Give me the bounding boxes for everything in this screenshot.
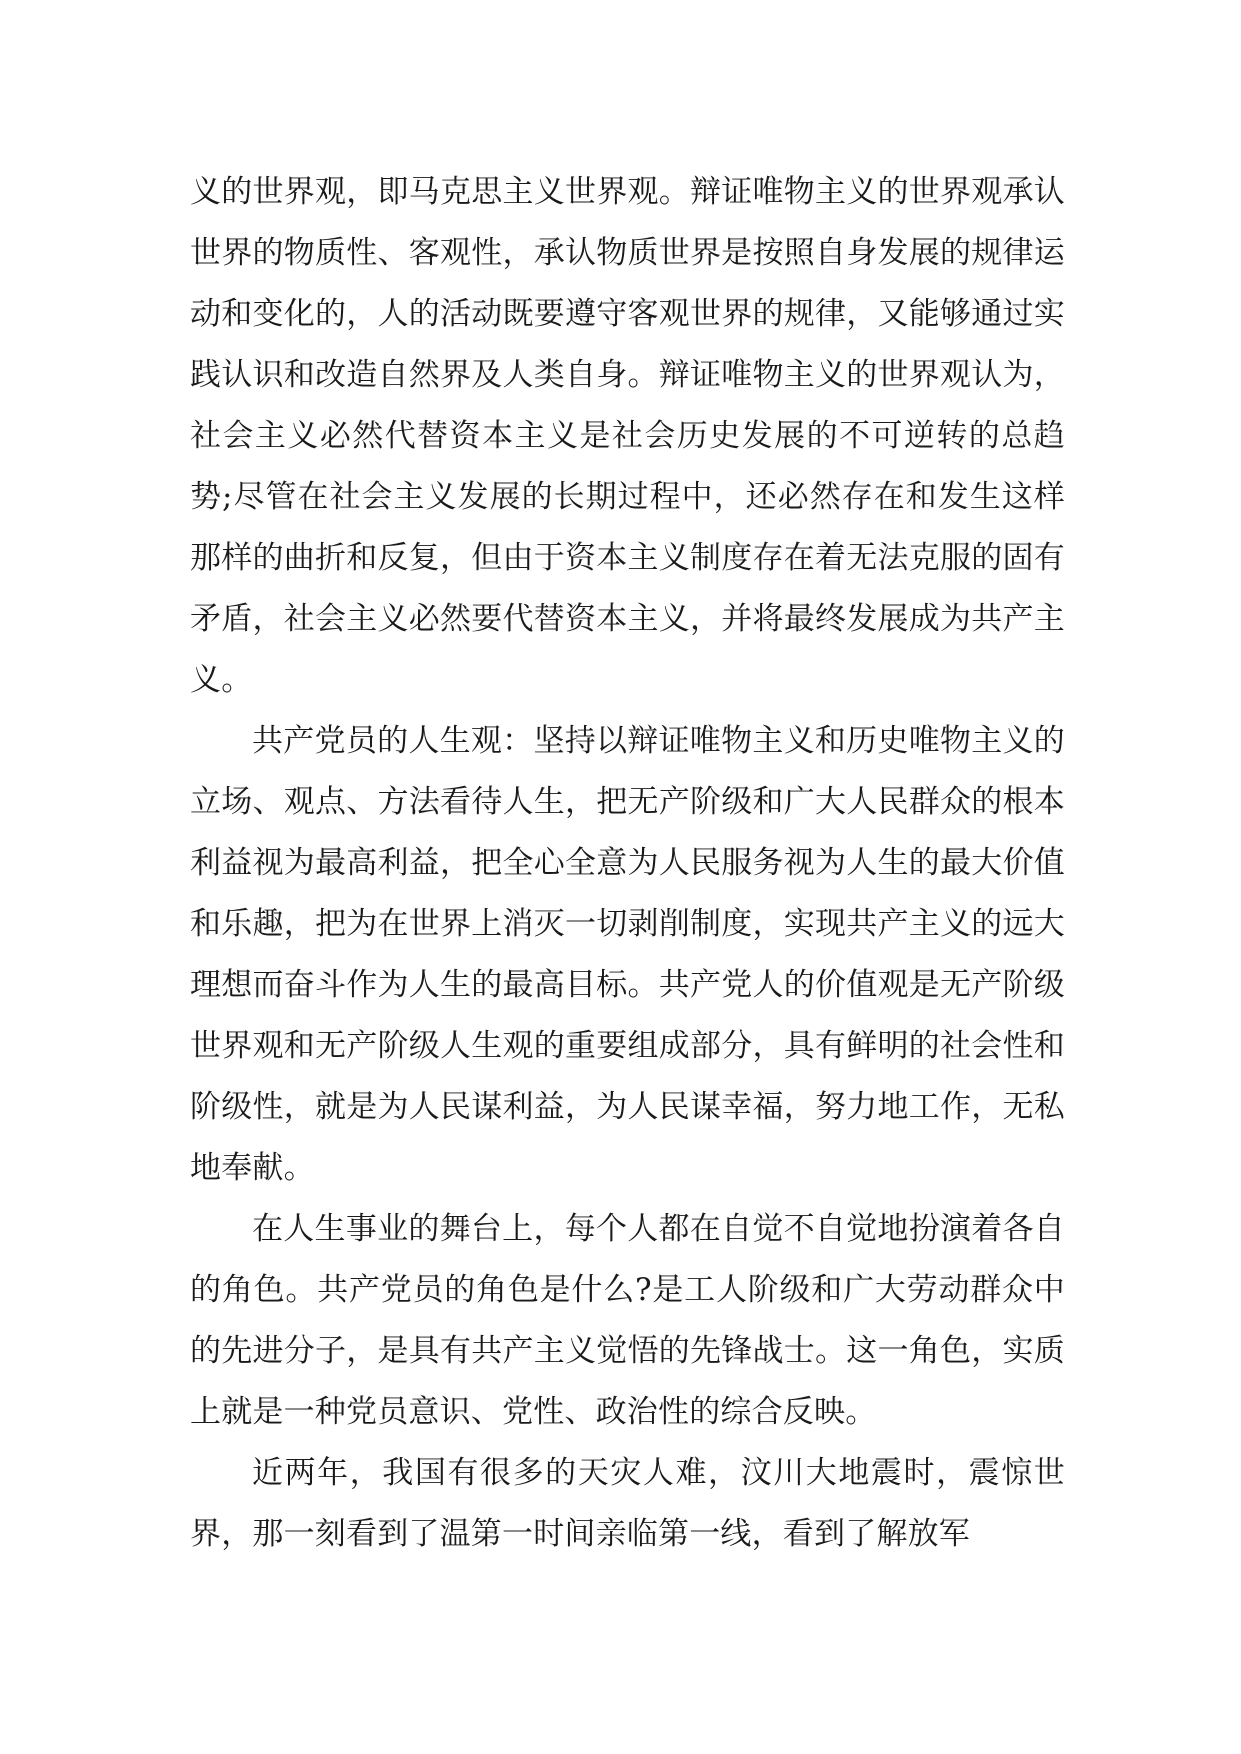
paragraph-outlook-on-life: 共产党员的人生观：坚持以辩证唯物主义和历史唯物主义的立场、观点、方法看待人生，把无产阶级和广大人民群众的根本利益视为最高利益，把全心全意为人民服务视为人生的最大价值和乐趣，把为在世界上消灭一切剥削制度，实现共产主义的远大理想而奋斗作为人生的最高目标。共产党人的价值观是无产阶级世界观和无产阶级人生观的重要组成部分，具有鲜明的社会性和阶级性，就是为人民谋利益，为人民谋幸福，努力地工作，无私地奉献。	[190, 723, 1065, 1186]
paragraph-worldview: 义的世界观，即马克思主义世界观。辩证唯物主义的世界观承认世界的物质性、客观性，承认物质世界是按照自身发展的规律运动和变化的，人的活动既要遵守客观世界的规律，又能够通过实践认识和改造自然界及人类自身。辩证唯物主义的世界观认为，社会主义必然代替资本主义是社会历史发展的不可逆转的总趋势;尽管在社会主义发展的长期过程中，还必然存在和发生这样那样的曲折和反复，但由于资本主义制度存在着无法克服的固有矛盾，社会主义必然要代替资本主义，并将最终发展成为共产主义。	[190, 174, 1065, 698]
paragraph-disasters: 近两年，我国有很多的天灾人难，汶川大地震时，震惊世界，那一刻看到了温第一时间亲临第一线，看到了解放军	[190, 1455, 1065, 1552]
paragraph-party-member-role: 在人生事业的舞台上，每个人都在自觉不自觉地扮演着各自的角色。共产党员的角色是什么?是工人阶级和广大劳动群众中的先进分子，是具有共产主义觉悟的先锋战士。这一角色，实质上就是一种党员意识、党性、政治性的综合反映。	[190, 1211, 1065, 1430]
document-body	[190, 162, 1065, 1565]
